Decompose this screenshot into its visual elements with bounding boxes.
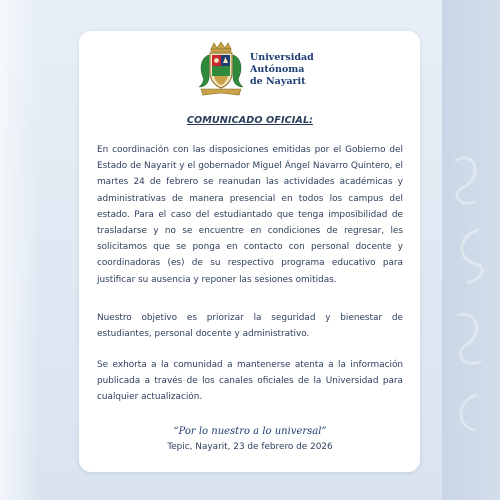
university-logo: [197, 41, 314, 99]
communique-paragraph-1: En coordinación con las disposiciones emitidas por el Gobierno del Estado de Nayarit y el gobernador Miguel Ángel Navarro Quintero, el martes 24 de febrero se reanudan las actividades académicas y administrativas de manera presencial en todos los campus del estado. Para el caso del estudiantado que tenga imposibilidad de trasladarse y no se encuentre en condiciones de regresar, les solicitamos que se ponga en contacto con personal docente y coordinadoras (es) de su respectivo programa educativo para justificar su ausencia y reponer las sesiones omitidas.: [97, 145, 403, 285]
communique-title: COMUNICADO OFICIAL:: [186, 115, 314, 126]
communique-paragraph-3: Se exhorta a la comunidad a mantenerse atenta a la información publicada a través de los canales oficiales de la Universidad para cualquier actualización.: [97, 360, 403, 403]
communique-paragraph-2: Nuestro objetivo es priorizar la seguridad y bienestar de estudiantes, personal docente y administrativo.: [97, 313, 403, 340]
university-name-line1: Universidad: [250, 52, 314, 63]
decorative-watermark-icon: [448, 140, 488, 450]
place-and-date: Tepic, Nayarit, 23 de febrero de 2026: [167, 442, 333, 452]
background-left-fade: [0, 0, 40, 500]
university-name-line3: de Nayarit: [250, 76, 306, 87]
university-name: [250, 52, 314, 88]
university-crest-icon: [197, 41, 245, 99]
university-motto: “Por lo nuestro a lo universal”: [173, 426, 327, 437]
university-name-line2: Autónoma: [250, 64, 305, 75]
